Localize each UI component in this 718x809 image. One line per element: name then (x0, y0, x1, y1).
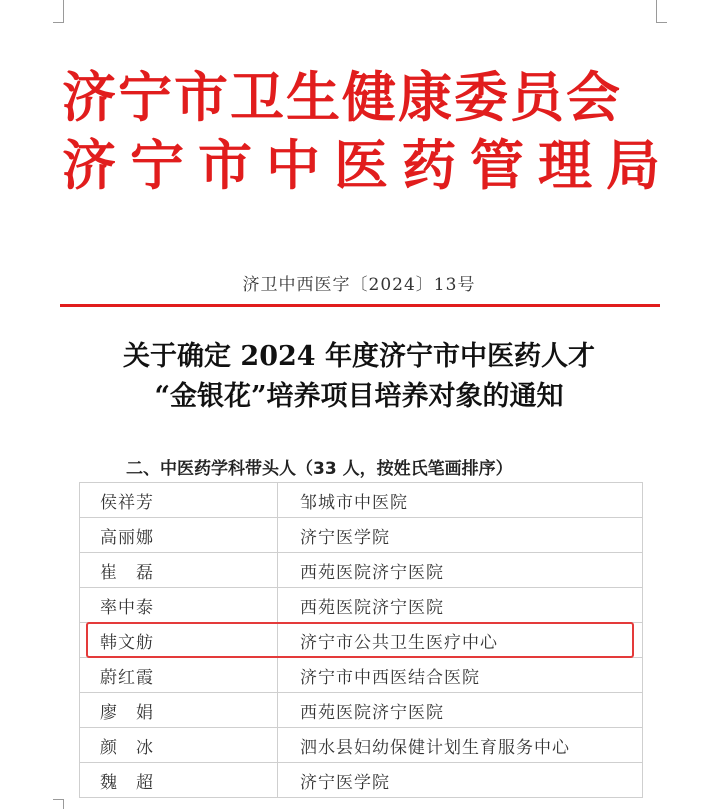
notice-title-line-2: “金银花”培养项目培养对象的通知 (154, 381, 564, 412)
person-name: 魏 超 (80, 763, 278, 798)
table-row (80, 763, 643, 798)
table-row (80, 518, 643, 553)
person-name: 率中泰 (80, 588, 278, 623)
red-header-divider (60, 304, 660, 307)
work-unit: 泗水县妇幼保健计划生育服务中心 (278, 728, 643, 763)
person-name: 韩文舫 (80, 623, 278, 658)
work-unit: 西苑医院济宁医院 (278, 693, 643, 728)
work-unit: 西苑医院济宁医院 (278, 588, 643, 623)
work-unit: 济宁医学院 (278, 763, 643, 798)
page-corner-mark-top-right (656, 0, 667, 23)
work-unit: 西苑医院济宁医院 (278, 553, 643, 588)
work-unit: 邹城市中医院 (278, 483, 643, 518)
cut-off-text-line (95, 798, 555, 808)
table-row (80, 483, 643, 518)
table-row (80, 728, 643, 763)
issuing-org-tcm-bureau: 济宁市中医药管理局 (62, 134, 674, 197)
page-corner-mark-top-left (53, 0, 64, 23)
table-row (80, 658, 643, 693)
person-name: 颜 冰 (80, 728, 278, 763)
issuing-org-health-commission: 济宁市卫生健康委员会 (62, 66, 622, 129)
work-unit: 济宁市公共卫生医疗中心 (278, 623, 643, 658)
person-name: 侯祥芳 (80, 483, 278, 518)
table-row (80, 588, 643, 623)
work-unit: 济宁医学院 (278, 518, 643, 553)
person-name: 高丽娜 (80, 518, 278, 553)
work-unit: 济宁市中西医结合医院 (278, 658, 643, 693)
red-highlight-box (86, 622, 634, 658)
table-row (80, 693, 643, 728)
person-name: 崔 磊 (80, 553, 278, 588)
document-number: 济卫中西医字〔2024〕13号 (242, 275, 476, 295)
person-name: 廖 娟 (80, 693, 278, 728)
table-row (80, 553, 643, 588)
person-name: 蔚红霞 (80, 658, 278, 693)
section-heading: 二、中医药学科带头人（33 人，按姓氏笔画排序） (126, 459, 513, 479)
notice-title-line-1: 关于确定 2024 年度济宁市中医药人才 (123, 341, 595, 372)
